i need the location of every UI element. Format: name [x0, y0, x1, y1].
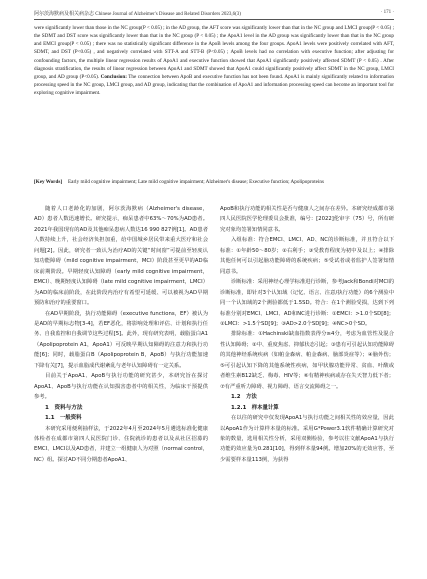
left-column: [34, 204, 208, 465]
keywords-text: Early mild cognitive impairment; Late mild cognitive impairment; Alzheimer's disease; Executive function; Apolipoproteins: [68, 179, 324, 185]
english-abstract: [34, 24, 394, 97]
right-column: [220, 204, 394, 465]
journal-title: 阿尔茨海默病及相关病杂志 Chinese Journal of Alzheimer's Disease and Related Disorders 2023,6(3): [34, 12, 241, 17]
section-heading-1: 1 资料与方法: [45, 404, 83, 411]
intro-paragraph-1: 随着人口老龄化的加剧，阿尔茨海默病（Alzheimer's disease，AD）患者人数迅速增长。研究提示，痴呆患者中63%～70%为AD患者。2021年我国现有的AD及其他痴呆患病人数达16 990 827例[1]。AD患者人数持续上升，社会经济负担加重，给中国城乡居民带来重大医疗和社会问题[2]。因此，研究者一致认为治疗AD的关键“时间窗”可提前至轻度认知功能障碍（mild cognitive impairment，MCI）阶段甚至更早的AD临床前期阶段。早期轻度认知障碍（early mild cognitive impairment，EMCI）、晚期轻度认知障碍（late mild cognitive impairment，LMCI）为AD的临床前阶段，在此阶段内治疗有希望可延缓、可以被视为AD早期预防和治疗的重要窗口。: [34, 206, 208, 307]
section-heading-1-2: 1.2 方法: [231, 394, 257, 401]
methods-paragraph-1: 本研究采用便利抽样法，于2022年4月至2024年5月遴选标准化健康体检者在成都市第四人民医院门诊、住院就诊的患者以及从社区招募的EMCI、LMCI以及AD患者，并建立一组健康人为对照（normal control，NC）组。探讨AD不同分期患者ApoA1、: [34, 425, 208, 463]
section-heading-1-1: 1.1 一般资料: [45, 415, 82, 422]
exclusion-criteria: 排除标准：①Hachinski缺血指数表得分≥4分，考虑为血管性及混合性认知障碍；②中、重度焦虑、抑郁状态引起；③患有可引起认知功能障碍的其他神经系统疾病（如帕金森病、帕金森病、脑部炎症等）；④脑外伤；⑤可引起认知下降的其他系统性疾病，如甲状腺功能异常、贫血、叶酸或者维生素B12缺乏、梅毒、HIV等；⑥有精神疾病或存在失天智力低下者；⑦有严重听力障碍、视力障碍、语言交流障碍之一。: [220, 331, 394, 390]
keywords-label: [Key Words]: [34, 179, 63, 185]
conclusion-label: Conclusion:: [100, 73, 127, 80]
diagnostic-criteria: 诊断标准：采用神经心理学标准进行诊断，参考Jack和Bondi对MCI的诊断标准，即针对3个认知域（记忆、语言、注意/执行功能）的6个测验中同一个认知域的2个测验都低于1.5SD。符合：在1个测验受损，达到下列标准分别对EMCI、LMCI、AD和NC进行诊断：①EMCI：>1.0个SD[8]；②LMCI：>1.5个SD[9]；③AD>2.0个SD[9]；④NC>0个SD。: [220, 279, 394, 327]
keywords: [34, 178, 394, 186]
intro-paragraph-3: 目前关于ApoA1、ApoB与执行功能的研究甚少，本研究旨在探讨ApoA1、ApoB与执行功能在认知损害患者中的相关性，为临床干预提供参考。: [34, 373, 208, 401]
section-heading-1-2-1: 1.2.1 样本量计算: [231, 404, 279, 411]
page-number: · 171 ·: [380, 10, 394, 15]
methods-paragraph-2: ApoB和执行功能的相关性是否与健康人之间存在差异。本研究经成都市第四人民医院医学伦理委员会批准，编号：[2022]伦审字（75）号，所有研究对象均签署知情同意书。: [220, 206, 394, 233]
abstract-results: were significantly lower than those in the NC group(P < 0.05) ; in the AD group, the AFT score was significantly lower than that in the NC group and LMCI group(P < 0.05) ; the SDMT and DST score was significantly lower than that in the NC group (P < 0.05) ; the ApoA1 level in the AD group was significantly lower than that in the NC group and EMCI group(P < 0.05) ; there was no statistically significant difference in the ApoB levels among the four groups. ApoA1 levels were positively correlated with AFT, SDMT, and DST (P<0.05) , and negatively correlated with STT-A and STT-B (P<0.05) ; ApoB levels had no correlation with executive function; after adjusting for confounding factors, the multiple linear regression results of ApoA1 and executive function showed that ApoA1 significantly positively affected SDMT (P < 0.05) . After diagnosis stratification, the results of linear regression between ApoA1 and SDMT showed that ApoA1 could significantly positively affect SDMT in the NC group, LMCI group, and AD group (P<0.05).: [34, 25, 394, 80]
header-rule: [34, 19, 394, 20]
inclusion-criteria: 入组标准：符合EMCI、LMCI、AD、NC的诊断标准，并且符合以下标准：①年龄50～80岁；②右利手；③受教育程度为初中及以上；④排除其他任何可以引起脑功能障碍的系统疾病；⑤受试者或者监护人签署知情同意书。: [220, 237, 394, 275]
running-header: [34, 10, 394, 17]
sample-size-paragraph: 在以往的研究中仅发现ApoA1与执行功能之间相关性的效应量，因此以ApoA1作为计算样本量的标准。采用G*Power3.1软件精确计算研究对象的数量，选用相关性分析，采用双侧检验，参考以往文献ApoA1与执行功能的效应量为0.281[10]，得到样本量94例。增加20%的无效应答，至少需要样本量113例，为获得: [220, 415, 394, 463]
intro-paragraph-2: 在AD早期阶段，执行功能障碍（executive functions，EF）被认为是AD的早期标志物[3-4]，若EF恶化，将影响处理和评估、计划和执行任务、自我监控和自我调节这些过程[5]。此外，现有研究表明，载脂蛋白A1（Apolipoprotein A1，ApoA1）可反映早期认知障碍的注意力和执行功能[6]；同时，载脂蛋白B（Apolipoprotein B，ApoB）与执行功能加速下降有关[7]，提示血脂成代谢紊乱与老年认知障碍有一定关系。: [34, 310, 208, 369]
abstract-conclusion: The connection between ApoB and executive function has not been found. ApoA1 is mainly significantly related to information processing speed in the NC group, LMCI group, and AD group, indicating that the combination of ApoA1 and information processing speed can become an important tool for exploring cognitive impairment.: [34, 73, 394, 97]
